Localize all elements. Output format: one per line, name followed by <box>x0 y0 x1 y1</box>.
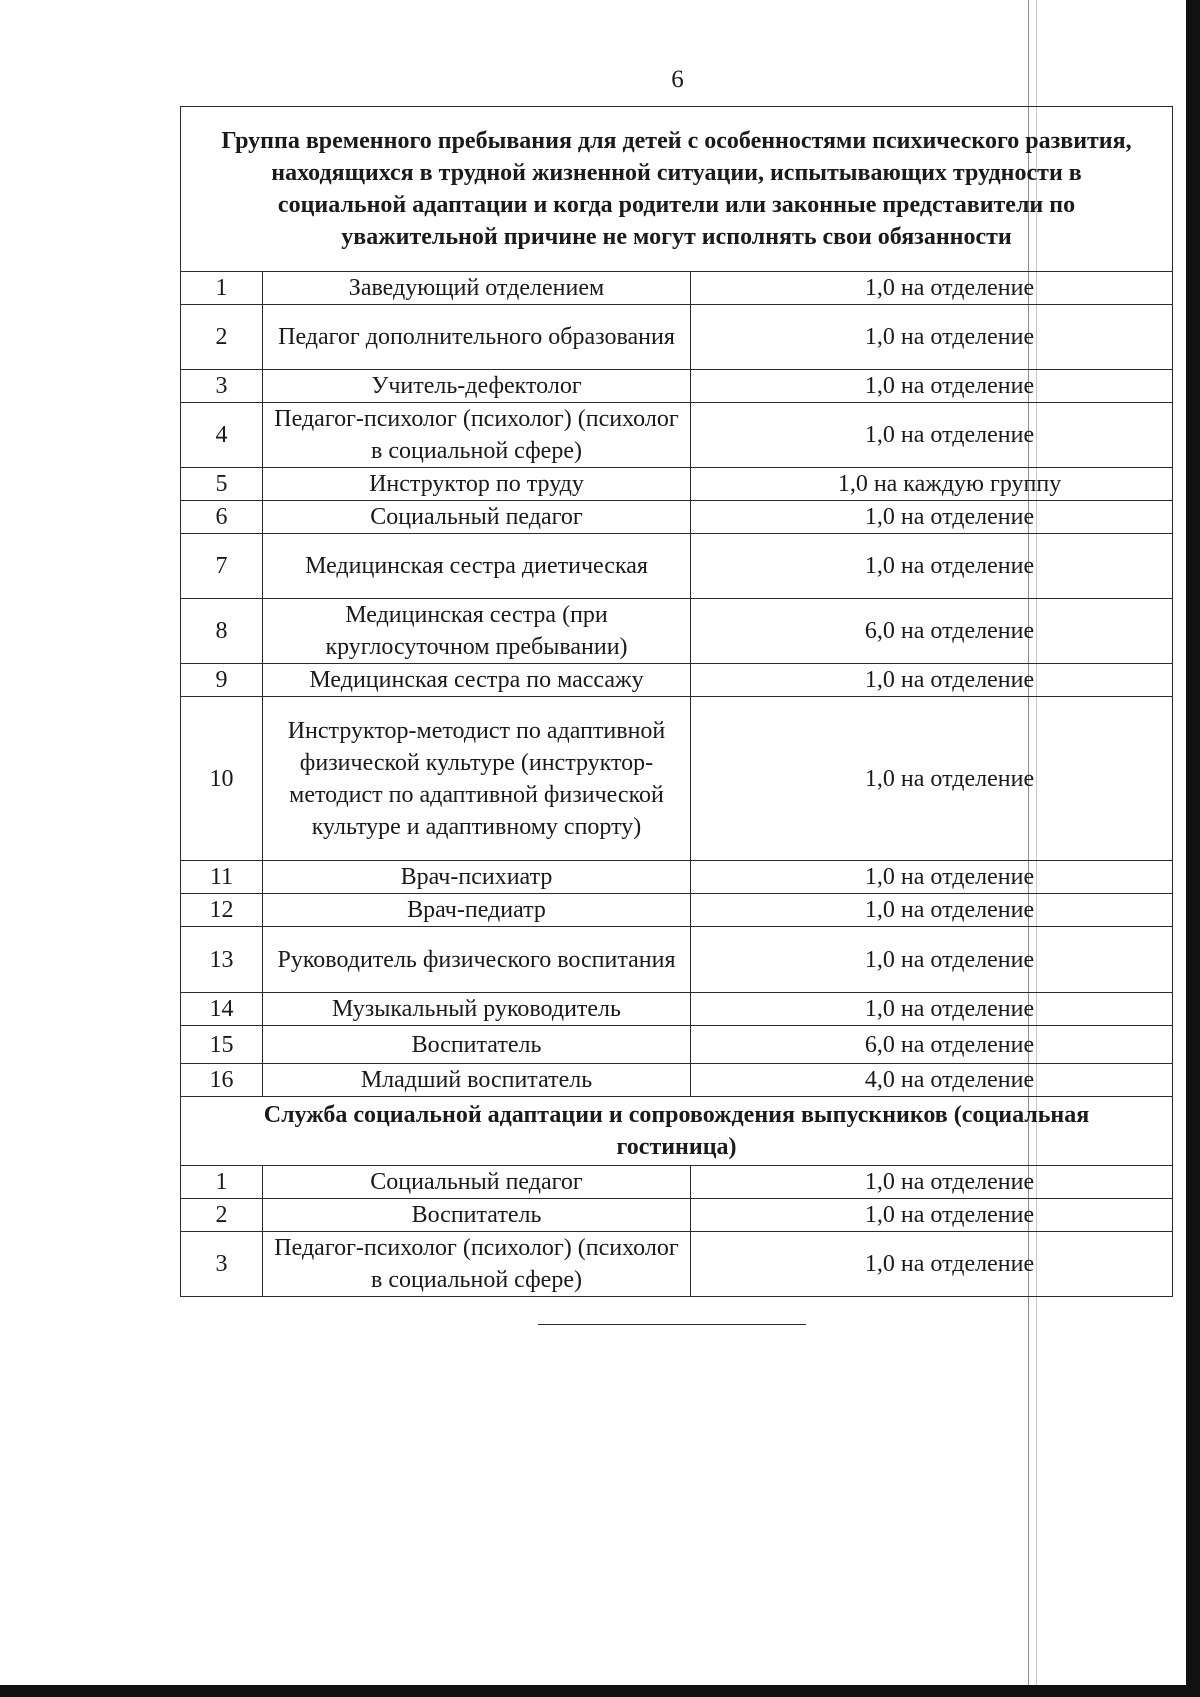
staff-norm: 1,0 на каждую группу <box>691 468 1173 501</box>
table-row <box>181 894 1173 927</box>
staff-norm: 1,0 на отделение <box>691 501 1173 534</box>
section-header-row <box>181 107 1173 272</box>
staff-norm: 1,0 на отделение <box>691 305 1173 370</box>
position-name: Педагог-психолог (психолог) (психолог в социальной сфере) <box>263 403 691 468</box>
staff-norm: 6,0 на отделение <box>691 1026 1173 1064</box>
position-name: Врач-педиатр <box>263 894 691 927</box>
table-row <box>181 403 1173 468</box>
row-number: 15 <box>181 1026 263 1064</box>
staff-norm: 4,0 на отделение <box>691 1064 1173 1097</box>
staff-norm: 1,0 на отделение <box>691 697 1173 861</box>
table-row <box>181 1199 1173 1232</box>
scan-border-bottom <box>0 1685 1200 1697</box>
staff-norm: 1,0 на отделение <box>691 894 1173 927</box>
staff-norm: 1,0 на отделение <box>691 1199 1173 1232</box>
staff-norm: 6,0 на отделение <box>691 599 1173 664</box>
staff-norm: 1,0 на отделение <box>691 370 1173 403</box>
row-number: 1 <box>181 272 263 305</box>
position-name: Инструктор по труду <box>263 468 691 501</box>
table-row <box>181 1232 1173 1297</box>
position-name: Врач-психиатр <box>263 861 691 894</box>
row-number: 3 <box>181 370 263 403</box>
row-number: 13 <box>181 927 263 993</box>
table-row <box>181 305 1173 370</box>
table-row <box>181 501 1173 534</box>
section-title: Группа временного пребывания для детей с особенностями психического развития, находящихся в трудной жизненной ситуации, испытывающих трудности в социальной адаптации и когда родители или законные представители по уважительной причине не могут исполнять свои обязанности <box>181 107 1173 272</box>
table-row <box>181 664 1173 697</box>
position-name: Инструктор-методист по адаптивной физической культуре (инструктор-методист по адаптивной физической культуре и адаптивному спорту) <box>263 697 691 861</box>
position-name: Социальный педагог <box>263 1166 691 1199</box>
staff-norm: 1,0 на отделение <box>691 272 1173 305</box>
table-row <box>181 272 1173 305</box>
position-name: Учитель-дефектолог <box>263 370 691 403</box>
table-row <box>181 370 1173 403</box>
position-name: Социальный педагог <box>263 501 691 534</box>
staffing-table <box>180 106 1173 1297</box>
staffing-table-body <box>181 107 1173 1297</box>
staff-norm: 1,0 на отделение <box>691 534 1173 599</box>
end-of-document-rule <box>538 1324 806 1325</box>
staff-norm: 1,0 на отделение <box>691 1166 1173 1199</box>
row-number: 2 <box>181 1199 263 1232</box>
position-name: Руководитель физического воспитания <box>263 927 691 993</box>
row-number: 14 <box>181 993 263 1026</box>
row-number: 8 <box>181 599 263 664</box>
row-number: 7 <box>181 534 263 599</box>
position-name: Воспитатель <box>263 1199 691 1232</box>
position-name: Младший воспитатель <box>263 1064 691 1097</box>
row-number: 3 <box>181 1232 263 1297</box>
table-row <box>181 1166 1173 1199</box>
position-name: Медицинская сестра по массажу <box>263 664 691 697</box>
row-number: 4 <box>181 403 263 468</box>
staff-norm: 1,0 на отделение <box>691 1232 1173 1297</box>
position-name: Музыкальный руководитель <box>263 993 691 1026</box>
staff-norm: 1,0 на отделение <box>691 861 1173 894</box>
table-row <box>181 468 1173 501</box>
staff-norm: 1,0 на отделение <box>691 403 1173 468</box>
section-header-row <box>181 1097 1173 1166</box>
row-number: 16 <box>181 1064 263 1097</box>
table-row <box>181 599 1173 664</box>
row-number: 2 <box>181 305 263 370</box>
row-number: 6 <box>181 501 263 534</box>
staff-norm: 1,0 на отделение <box>691 664 1173 697</box>
row-number: 11 <box>181 861 263 894</box>
page-number: 6 <box>671 66 684 93</box>
table-row <box>181 1026 1173 1064</box>
row-number: 1 <box>181 1166 263 1199</box>
position-name: Педагог дополнительного образования <box>263 305 691 370</box>
table-row <box>181 1064 1173 1097</box>
staff-norm: 1,0 на отделение <box>691 993 1173 1026</box>
table-row <box>181 697 1173 861</box>
row-number: 5 <box>181 468 263 501</box>
position-name: Медицинская сестра (при круглосуточном пребывании) <box>263 599 691 664</box>
table-row <box>181 993 1173 1026</box>
position-name: Медицинская сестра диетическая <box>263 534 691 599</box>
position-name: Воспитатель <box>263 1026 691 1064</box>
table-row <box>181 927 1173 993</box>
row-number: 9 <box>181 664 263 697</box>
scan-border-right <box>1186 0 1200 1697</box>
row-number: 10 <box>181 697 263 861</box>
position-name: Педагог-психолог (психолог) (психолог в социальной сфере) <box>263 1232 691 1297</box>
section-title: Служба социальной адаптации и сопровождения выпускников (социальная гостиница) <box>181 1097 1173 1166</box>
table-row <box>181 534 1173 599</box>
table-row <box>181 861 1173 894</box>
row-number: 12 <box>181 894 263 927</box>
position-name: Заведующий отделением <box>263 272 691 305</box>
staff-norm: 1,0 на отделение <box>691 927 1173 993</box>
